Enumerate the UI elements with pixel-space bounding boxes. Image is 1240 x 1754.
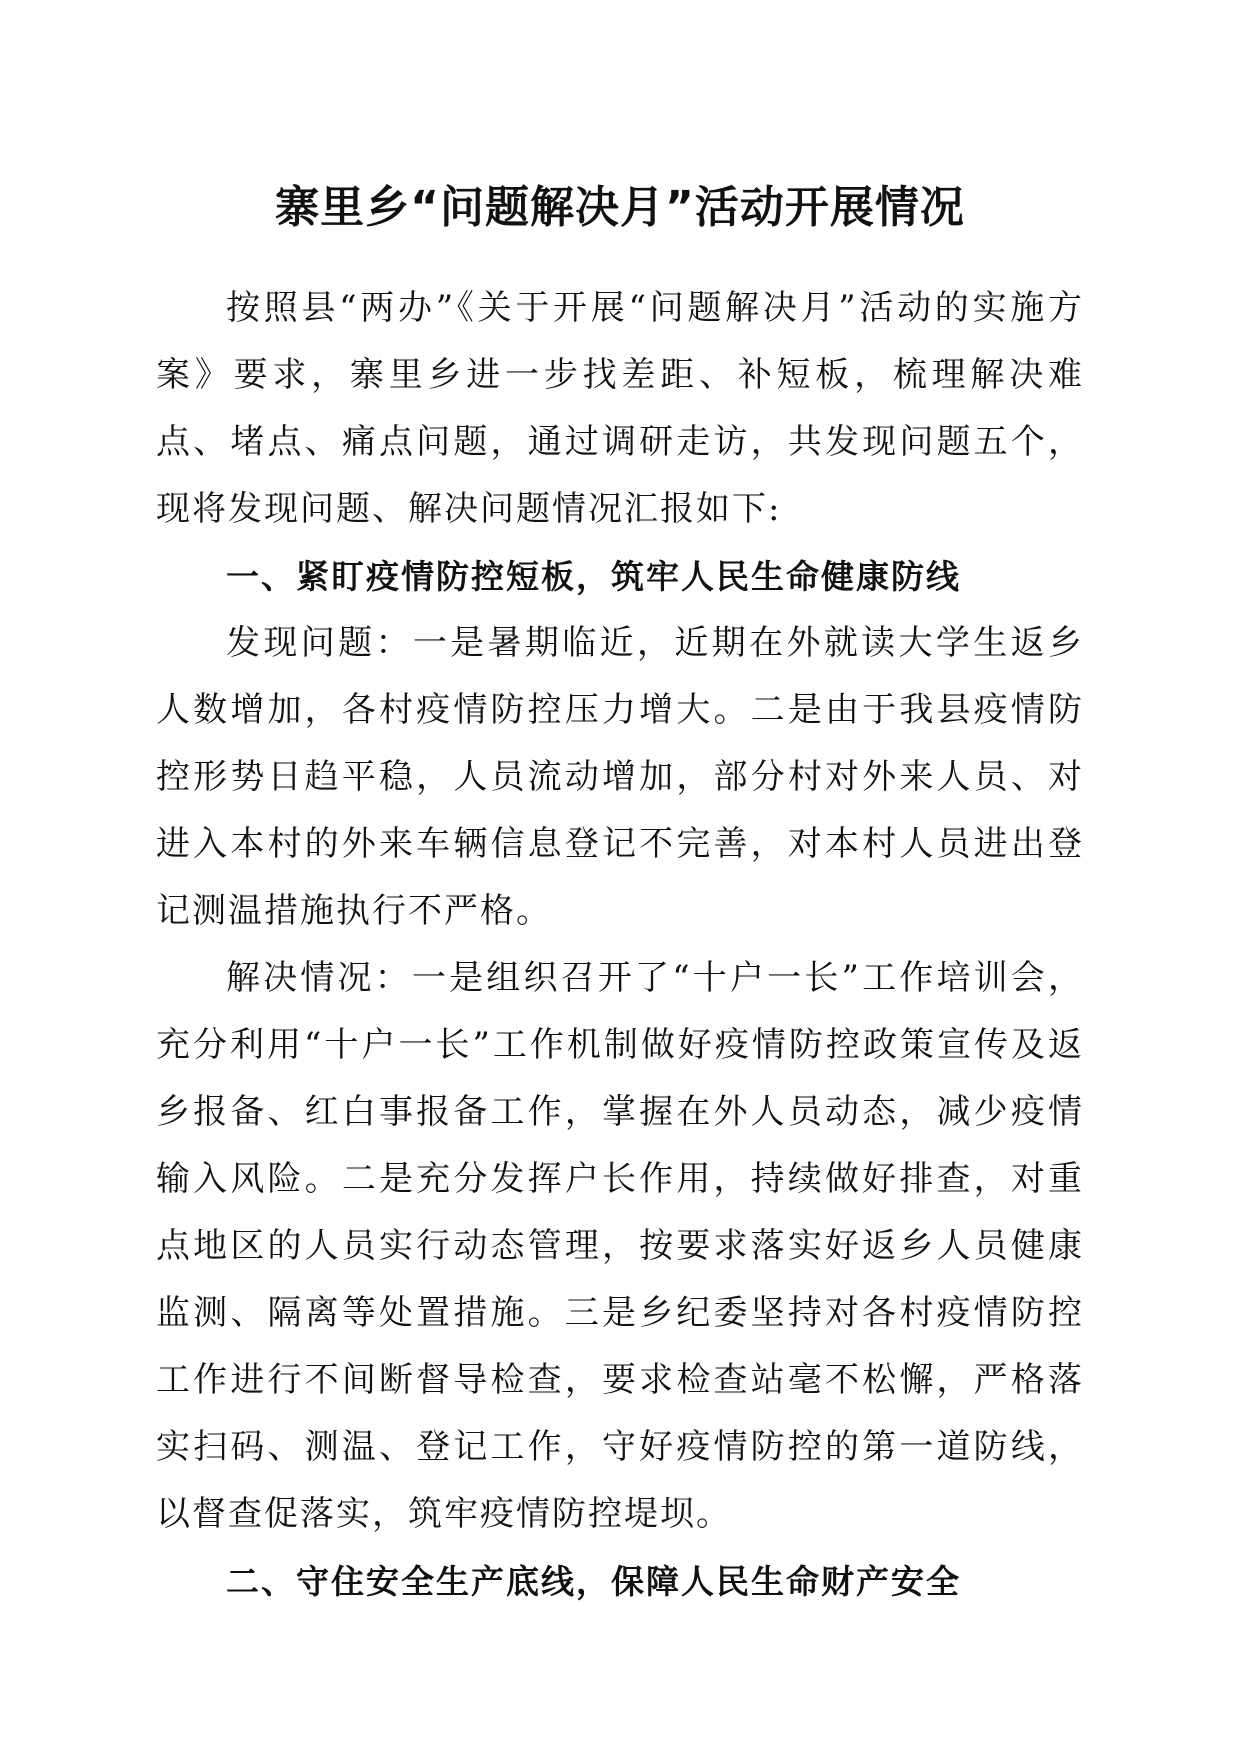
document-body <box>156 275 1084 1615</box>
section-1-problems-paragraph: 发现问题：一是暑期临近，近期在外就读大学生返乡人数增加，各村疫情防控压力增大。二是由于我县疫情防控形势日趋平稳，人员流动增加，部分村对外来人员、对进入本村的外来车辆信息登记不完善，对本村人员进出登记测温措施执行不严格。 <box>156 623 1084 931</box>
document-title: 寨里乡“问题解决月”活动开展情况 <box>275 182 965 233</box>
section-2-heading: 二、守住安全生产底线，保障人民生命财产安全 <box>226 1562 961 1601</box>
intro-paragraph: 按照县“两办”《关于开展“问题解决月”活动的实施方案》要求，寨里乡进一步找差距、补短板，梳理解决难点、堵点、痛点问题，通过调研走访，共发现问题五个，现将发现问题、解决问题情况汇报如下: <box>156 288 1084 529</box>
section-1-heading: 一、紧盯疫情防控短板，筑牢人民生命健康防线 <box>226 557 961 596</box>
section-1-solutions-paragraph: 解决情况：一是组织召开了“十户一长”工作培训会，充分利用“十户一长”工作机制做好疫情防控政策宣传及返乡报备、红白事报备工作，掌握在外人员动态，减少疫情输入风险。二是充分发挥户长作用，持续做好排查，对重点地区的人员实行动态管理，按要求落实好返乡人员健康监测、隔离等处置措施。三是乡纪委坚持对各村疫情防控工作进行不间断督导检查，要求检查站毫不松懈，严格落实扫码、测温、登记工作，守好疫情防控的第一道防线，以督查促落实，筑牢疫情防控堤坝。 <box>156 958 1084 1534</box>
